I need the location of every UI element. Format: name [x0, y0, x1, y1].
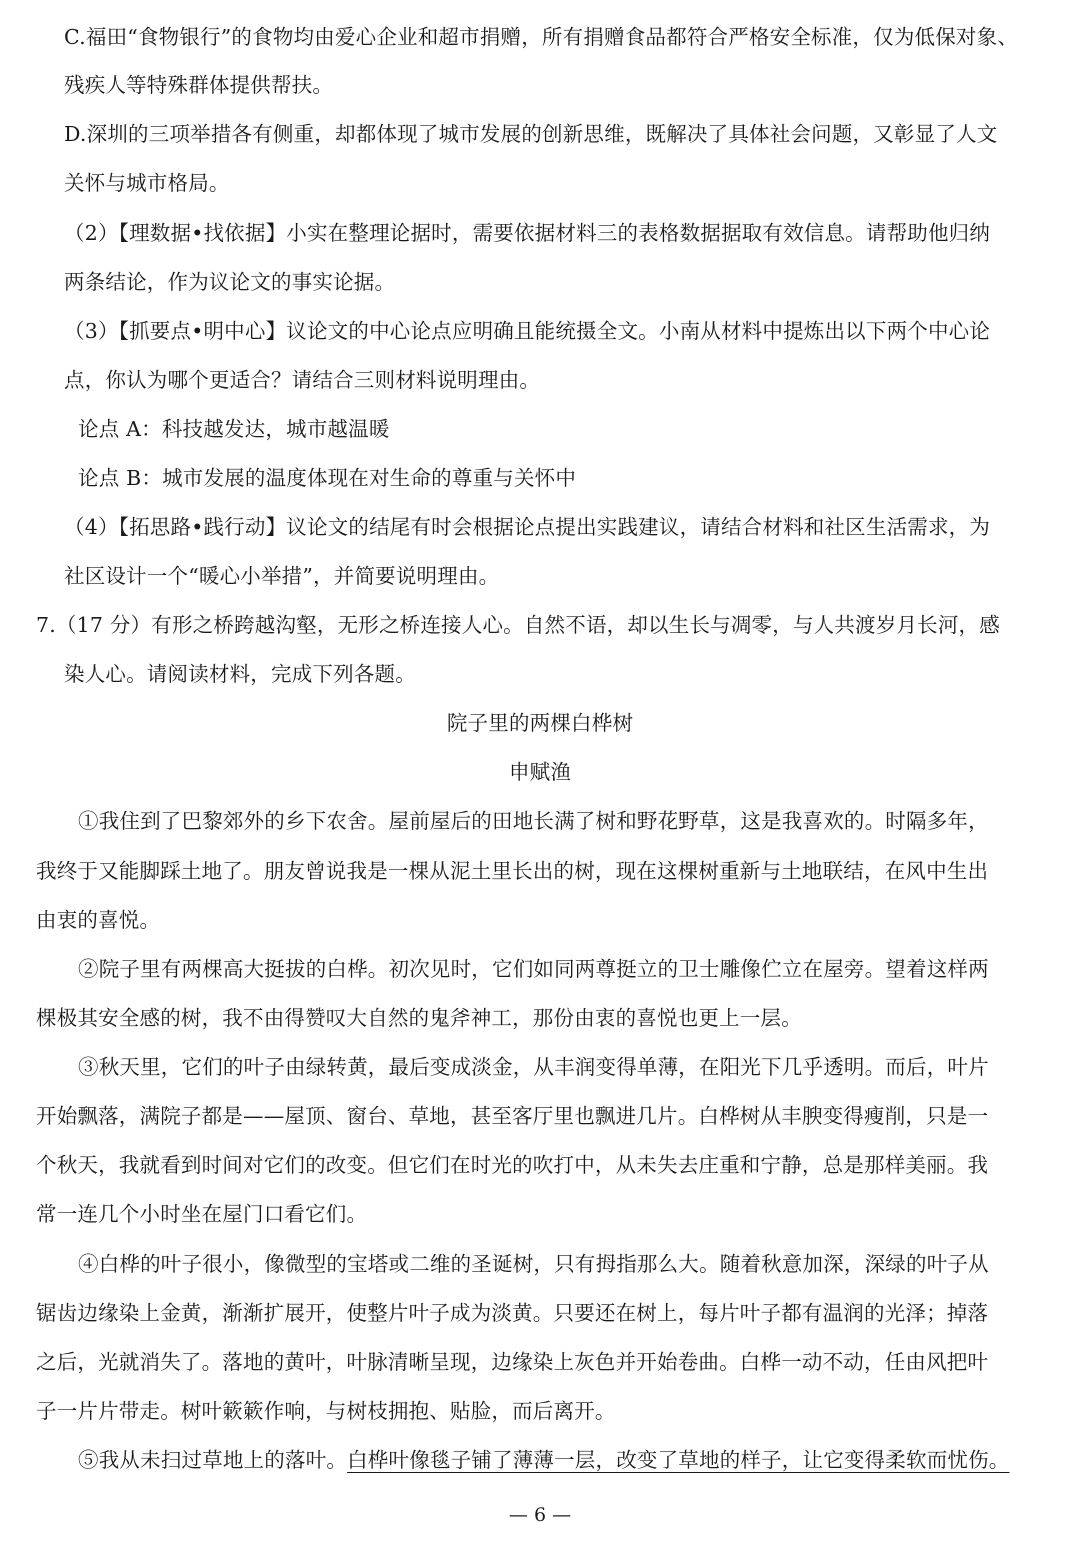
- paragraph-4-line-3: 之后，光就消失了。落地的黄叶，叶脉清晰呈现，边缘染上灰色并开始卷曲。白桦一动不动，任由风把叶: [36, 1350, 989, 1374]
- paragraph-3-line-3: 个秋天，我就看到时间对它们的改变。但它们在时光的吹打中，从未失去庄重和宁静，总是那样美丽。我: [36, 1153, 989, 1177]
- paragraph-2-line-2: 棵极其安全感的树，我不由得赞叹大自然的鬼斧神工，那份由衷的喜悦也更上一层。: [36, 1006, 802, 1030]
- paragraph-1-line-2: 我终于又能脚踩土地了。朋友曾说我是一棵从泥土里长出的树，现在这棵树重新与土地联结，在风中生出: [36, 859, 989, 883]
- question-3-line-2: 点，你认为哪个更适合？请结合三则材料说明理由。: [64, 368, 541, 392]
- paragraph-3-line-4: 常一连几个小时坐在屋门口看它们。: [36, 1202, 368, 1226]
- option-c-line-1: C.福田“食物银行”的食物均由爱心企业和超市捐赠，所有捐赠食品都符合严格安全标准，仅为低保对象、: [64, 25, 1019, 49]
- paragraph-1-line-3: 由衷的喜悦。: [36, 908, 161, 932]
- option-c-line-2: 残疾人等特殊群体提供帮扶。: [64, 73, 334, 97]
- paragraph-4-line-1: ④白桦的叶子很小，像微型的宝塔或二维的圣诞树，只有拇指那么大。随着秋意加深，深绿的叶子从: [78, 1252, 989, 1276]
- thesis-point-b: 论点 B：城市发展的温度体现在对生命的尊重与关怀中: [78, 466, 577, 490]
- option-d-line-2: 关怀与城市格局。: [64, 171, 230, 195]
- question-4-line-2: 社区设计一个“暖心小举措”，并简要说明理由。: [64, 564, 500, 588]
- question-2-line-1: （2）【理数据•找依据】小实在整理论据时，需要依据材料三的表格数据据取有效信息。请帮助他归纳: [64, 221, 991, 245]
- question-3-line-1: （3）【抓要点•明中心】议论文的中心论点应明确且能统摄全文。小南从材料中提炼出以下两个中心论: [64, 319, 991, 343]
- paragraph-5-plain-text: ⑤我从未扫过草地上的落叶。: [78, 1448, 348, 1472]
- article-title: 院子里的两棵白桦树: [446, 711, 634, 735]
- thesis-point-a: 论点 A：科技越发达，城市越温暖: [78, 417, 390, 441]
- question-4-line-1: （4）【拓思路•践行动】议论文的结尾有时会根据论点提出实践建议，请结合材料和社区生活需求，为: [64, 515, 991, 539]
- article-author: 申赋渔: [508, 760, 572, 784]
- paragraph-3-line-2: 开始飘落，满院子都是——屋顶、窗台、草地，甚至客厅里也飘进几片。白桦树从丰腴变得瘦削，只是一: [36, 1104, 989, 1128]
- paragraph-1-line-1: ①我住到了巴黎郊外的乡下农舍。屋前屋后的田地长满了树和野花野草，这是我喜欢的。时隔多年，: [78, 809, 989, 833]
- paragraph-5-underlined-sentence: 白桦叶像毯子铺了薄薄一层，改变了草地的样子，让它变得柔软而忧伤。: [347, 1448, 1010, 1472]
- paragraph-4-line-2: 锯齿边缘染上金黄，渐渐扩展开，使整片叶子成为淡黄。只要还在树上，每片叶子都有温润的光泽；掉落: [36, 1301, 989, 1325]
- paragraph-3-line-1: ③秋天里，它们的叶子由绿转黄，最后变成淡金，从丰润变得单薄，在阳光下几乎透明。而后，叶片: [78, 1055, 989, 1079]
- question-2-line-2: 两条结论，作为议论文的事实论据。: [64, 270, 396, 294]
- paragraph-2-line-1: ②院子里有两棵高大挺拔的白桦。初次见时，它们如同两尊挺立的卫士雕像伫立在屋旁。望着这样两: [78, 957, 989, 981]
- option-d-line-1: D.深圳的三项举措各有侧重，却都体现了城市发展的创新思维，既解决了具体社会问题，又彰显了人文: [64, 122, 998, 146]
- paragraph-5-line-1: [78, 1445, 1010, 1475]
- question-7-line-2: 染人心。请阅读材料，完成下列各题。: [64, 662, 416, 686]
- page-number: — 6 —: [508, 1504, 572, 1526]
- question-7-line-1: 7.（17 分）有形之桥跨越沟壑，无形之桥连接人心。自然不语，却以生长与凋零，与人共渡岁月长河，感: [36, 613, 1000, 637]
- paragraph-4-line-4: 子一片片带走。树叶簌簌作响，与树枝拥抱、贴脸，而后离开。: [36, 1399, 616, 1423]
